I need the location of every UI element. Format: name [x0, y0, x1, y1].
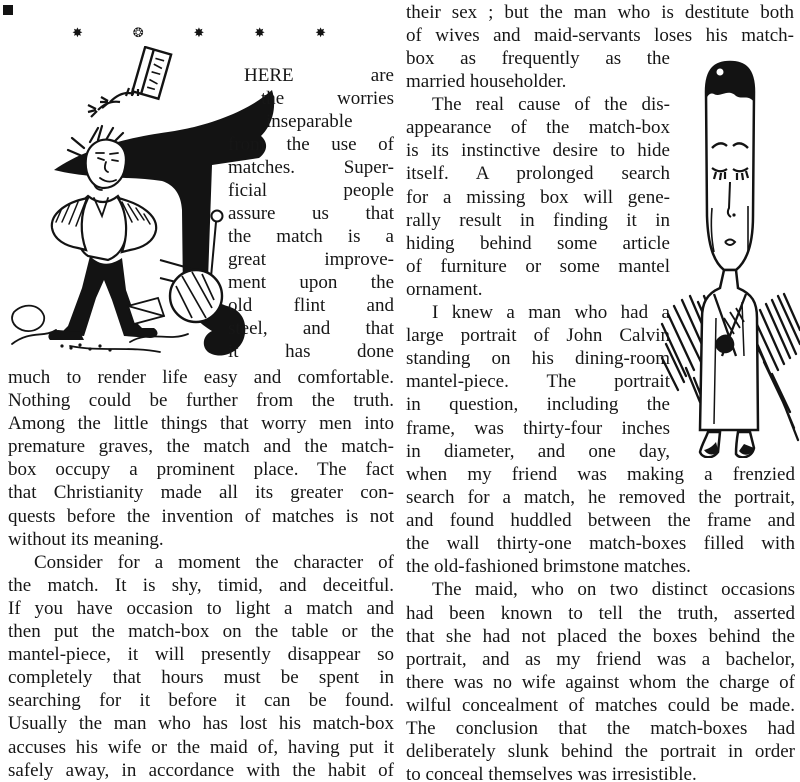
text-line: The real cause of the dis- — [432, 94, 670, 116]
text-line: without its meaning. — [8, 528, 164, 550]
text-line: Among the little things that worry men into — [8, 413, 394, 435]
text-line: mantel-piece, it will presently disappear so — [8, 644, 394, 666]
text-line: and found huddled between the frame and — [406, 510, 795, 532]
text-line: appearance of the match-box — [406, 117, 670, 139]
text-line: wilful concealment of matches could be made. — [406, 694, 795, 716]
text-line: rally result in finding it in — [406, 209, 670, 231]
text-line: box as frequently as the — [406, 48, 670, 69]
text-line: much to render life easy and comfortable. — [8, 367, 394, 388]
clutter-debris — [12, 298, 188, 352]
text-line: the wall thirty-one match-boxes filled with — [406, 533, 795, 555]
right-column-text-top — [406, 1, 794, 47]
text-line: of furniture or some mantel — [406, 255, 670, 277]
text-line: for a missing box will gene- — [406, 186, 670, 208]
text-line: Nothing could be further from the truth. — [8, 390, 394, 412]
dropcap-text — [228, 64, 394, 363]
text-line: the match. It is shy, timid, and deceitful. — [8, 574, 394, 596]
text-line: itself. A prolonged search — [406, 163, 670, 185]
text-line: there was no wife against whom the charge of — [406, 671, 795, 693]
text-line: that she had not placed the boxes behind the — [406, 625, 795, 647]
text-line: in diameter, and one day, — [406, 440, 670, 462]
text-line: ornament. — [406, 278, 483, 300]
text-line: searching for it before it can be found. — [8, 690, 394, 712]
text-line: assure us that — [228, 203, 394, 224]
text-line: then put the match-box on the table or the — [8, 621, 394, 643]
text-line: standing on his dining-room — [406, 348, 670, 370]
text-line: accuses his wife or the maid of, having put it — [8, 736, 394, 758]
text-line: safely away, in accordance with the habit of — [8, 759, 394, 781]
text-line: old flint and — [228, 295, 394, 316]
robed-body — [700, 270, 758, 457]
star-ornament-icon: ✸ — [254, 25, 266, 41]
tall-figure-illustration — [660, 56, 800, 458]
text-line: The conclusion that the match-boxes had — [406, 718, 795, 740]
star-ornament-icon: ✸ — [193, 25, 205, 41]
elongated-head — [706, 62, 754, 270]
text-line: when my friend was making a frenzied — [406, 464, 795, 485]
left-column-text — [8, 366, 394, 782]
text-line: it has done — [228, 341, 394, 362]
star-ornament-icon: ✸ — [315, 25, 326, 41]
text-line: steel, and that — [228, 318, 394, 339]
text-line: deliberately slunk behind the portrait in order — [406, 741, 795, 763]
text-line: HERE are — [244, 65, 394, 86]
text-line: matches. Super- — [228, 157, 394, 178]
text-line: the match is a — [228, 226, 394, 247]
text-line: quests before the invention of matches is not — [8, 505, 394, 527]
text-line: their sex ; but the man who is destitute both — [406, 2, 794, 23]
text-line: that Christianity made all its greater con- — [8, 482, 394, 504]
text-line: premature graves, the match and the match- — [8, 436, 394, 458]
text-line: hiding behind some article — [406, 232, 670, 254]
corner-ink-mark — [3, 5, 13, 15]
text-line: search for a match, he removed the portrait, — [406, 487, 795, 509]
right-column-text-narrow — [406, 47, 670, 463]
text-line: great improve- — [228, 249, 394, 270]
text-line: ficial people — [228, 180, 394, 201]
text-line: ment upon the — [228, 272, 394, 293]
text-line: If you have occasion to light a match and — [8, 597, 394, 619]
text-line: the old-fashioned brimstone matches. — [406, 556, 691, 578]
text-line: of wives and maid-servants loses his match- — [406, 25, 794, 47]
text-line: in question, including the — [406, 394, 670, 416]
star-ornament-icon: ❂ — [132, 25, 144, 41]
text-line: frame, was thirty-four inches — [406, 417, 670, 439]
text-line: large portrait of John Calvin — [406, 325, 670, 347]
right-column-text-bottom — [406, 463, 795, 782]
text-line: Consider for a moment the character of — [34, 551, 394, 573]
text-line: I knew a man who had a — [432, 302, 670, 324]
text-line: is its instinctive desire to hide — [406, 140, 670, 162]
text-line: had been known to tell the truth, asserted — [406, 602, 795, 624]
star-ornament-icon: ✸ — [72, 25, 83, 41]
text-line: completely that hours must be spent in — [8, 667, 394, 689]
text-line: mantel-piece. The portrait — [406, 371, 670, 393]
text-line: the worries — [261, 88, 394, 109]
imp-arms — [88, 88, 138, 117]
text-line: to conceal themselves was irresistible. — [406, 764, 697, 782]
text-line: inseparable — [266, 111, 353, 132]
ornament-star-row — [72, 24, 326, 42]
text-line: from the use of — [228, 134, 394, 155]
drum — [170, 270, 222, 322]
text-line: Usually the man who has lost his match-box — [8, 713, 394, 735]
text-line: portrait, and as my friend was a bachelor, — [406, 648, 795, 670]
text-line: box occupy a prominent place. The fact — [8, 459, 394, 481]
text-line: The maid, who on two distinct occasions — [432, 579, 795, 601]
text-line: married householder. — [406, 71, 567, 93]
